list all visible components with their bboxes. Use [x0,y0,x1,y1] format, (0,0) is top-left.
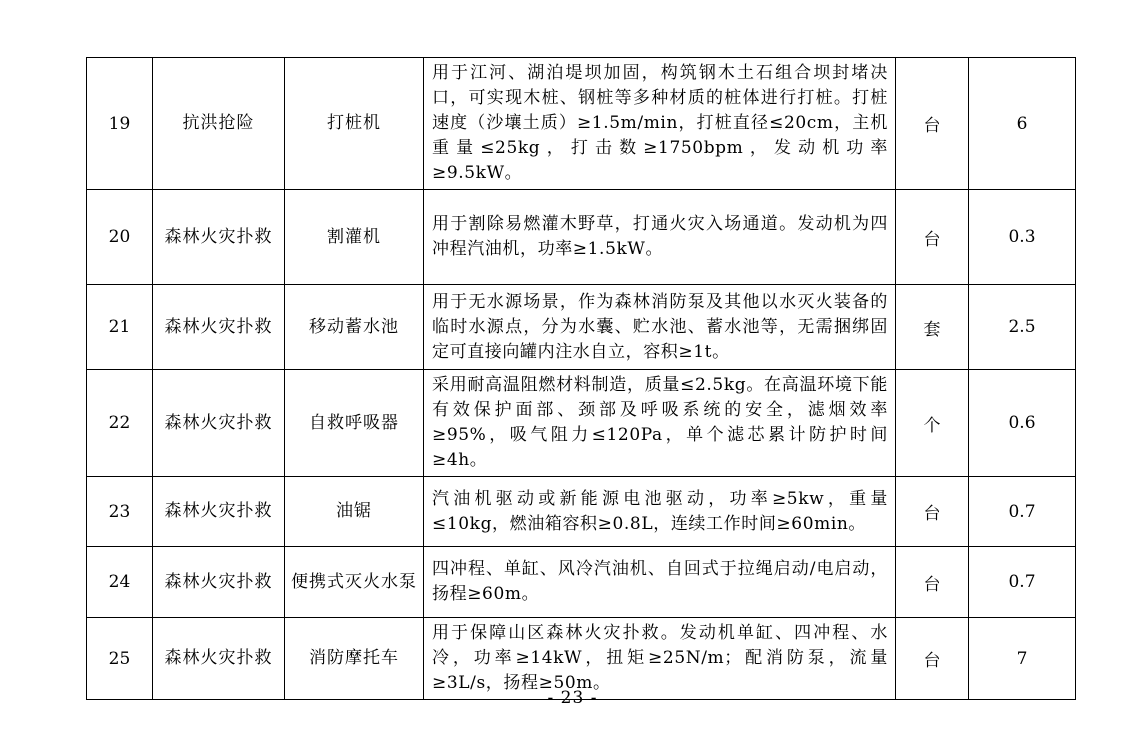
description-cell: 用于保障山区森林火灾扑救。发动机单缸、四冲程、水冷，功率≥14kW，扭矩≥25N/m；配消防泵，流量≥3L/s，扬程≥50m。 [424,618,896,700]
row-number: 25 [87,618,153,700]
amount-cell: 7 [969,618,1076,700]
category-cell: 抗洪抢险 [153,58,285,190]
category-cell: 森林火灾扑救 [153,618,285,700]
unit-cell: 个 [896,370,969,477]
unit-cell: 台 [896,618,969,700]
page-number: - 23 - [547,688,598,708]
amount-cell: 0.3 [969,190,1076,285]
description-cell: 采用耐高温阻燃材料制造，质量≤2.5kg。在高温环境下能有效保护面部、颈部及呼吸系统的安全，滤烟效率≥95%，吸气阻力≤120Pa，单个滤芯累计防护时间≥4h。 [424,370,896,477]
row-number: 20 [87,190,153,285]
amount-cell: 6 [969,58,1076,190]
category-cell: 森林火灾扑救 [153,477,285,547]
table-row [87,547,1076,618]
amount-cell: 0.7 [969,547,1076,618]
amount-cell: 0.6 [969,370,1076,477]
equipment-table [86,57,1076,700]
table-row [87,370,1076,477]
description-cell: 用于割除易燃灌木野草，打通火灾入场通道。发动机为四冲程汽油机，功率≥1.5kW。 [424,190,896,285]
equipment-name-cell: 消防摩托车 [285,618,424,700]
category-cell: 森林火灾扑救 [153,370,285,477]
row-number: 21 [87,285,153,370]
equipment-name-cell: 自救呼吸器 [285,370,424,477]
equipment-name-cell: 割灌机 [285,190,424,285]
row-number: 24 [87,547,153,618]
category-cell: 森林火灾扑救 [153,285,285,370]
row-number: 22 [87,370,153,477]
table-row [87,58,1076,190]
unit-cell: 台 [896,190,969,285]
description-cell: 用于无水源场景，作为森林消防泵及其他以水灭火装备的临时水源点，分为水囊、贮水池、蓄水池等，无需捆绑固定可直接向罐内注水自立，容积≥1t。 [424,285,896,370]
description-cell: 四冲程、单缸、风冷汽油机、自回式于拉绳启动/电启动，扬程≥60m。 [424,547,896,618]
equipment-name-cell: 打桩机 [285,58,424,190]
table-row [87,477,1076,547]
table-row [87,190,1076,285]
unit-cell: 台 [896,477,969,547]
equipment-name-cell: 移动蓄水池 [285,285,424,370]
row-number: 19 [87,58,153,190]
table-row [87,285,1076,370]
equipment-name-cell: 油锯 [285,477,424,547]
amount-cell: 0.7 [969,477,1076,547]
amount-cell: 2.5 [969,285,1076,370]
description-cell: 汽油机驱动或新能源电池驱动，功率≥5kw，重量≤10kg，燃油箱容积≥0.8L，连续工作时间≥60min。 [424,477,896,547]
row-number: 23 [87,477,153,547]
category-cell: 森林火灾扑救 [153,190,285,285]
unit-cell: 套 [896,285,969,370]
unit-cell: 台 [896,58,969,190]
description-cell: 用于江河、湖泊堤坝加固，构筑钢木土石组合坝封堵决口，可实现木桩、钢桩等多种材质的桩体进行打桩。打桩速度（沙壤土质）≥1.5m/min，打桩直径≤20cm，主机重量≤25kg，打击数≥1750bpm，发动机功率≥9.5kW。 [424,58,896,190]
category-cell: 森林火灾扑救 [153,547,285,618]
equipment-name-cell: 便携式灭火水泵 [285,547,424,618]
unit-cell: 台 [896,547,969,618]
